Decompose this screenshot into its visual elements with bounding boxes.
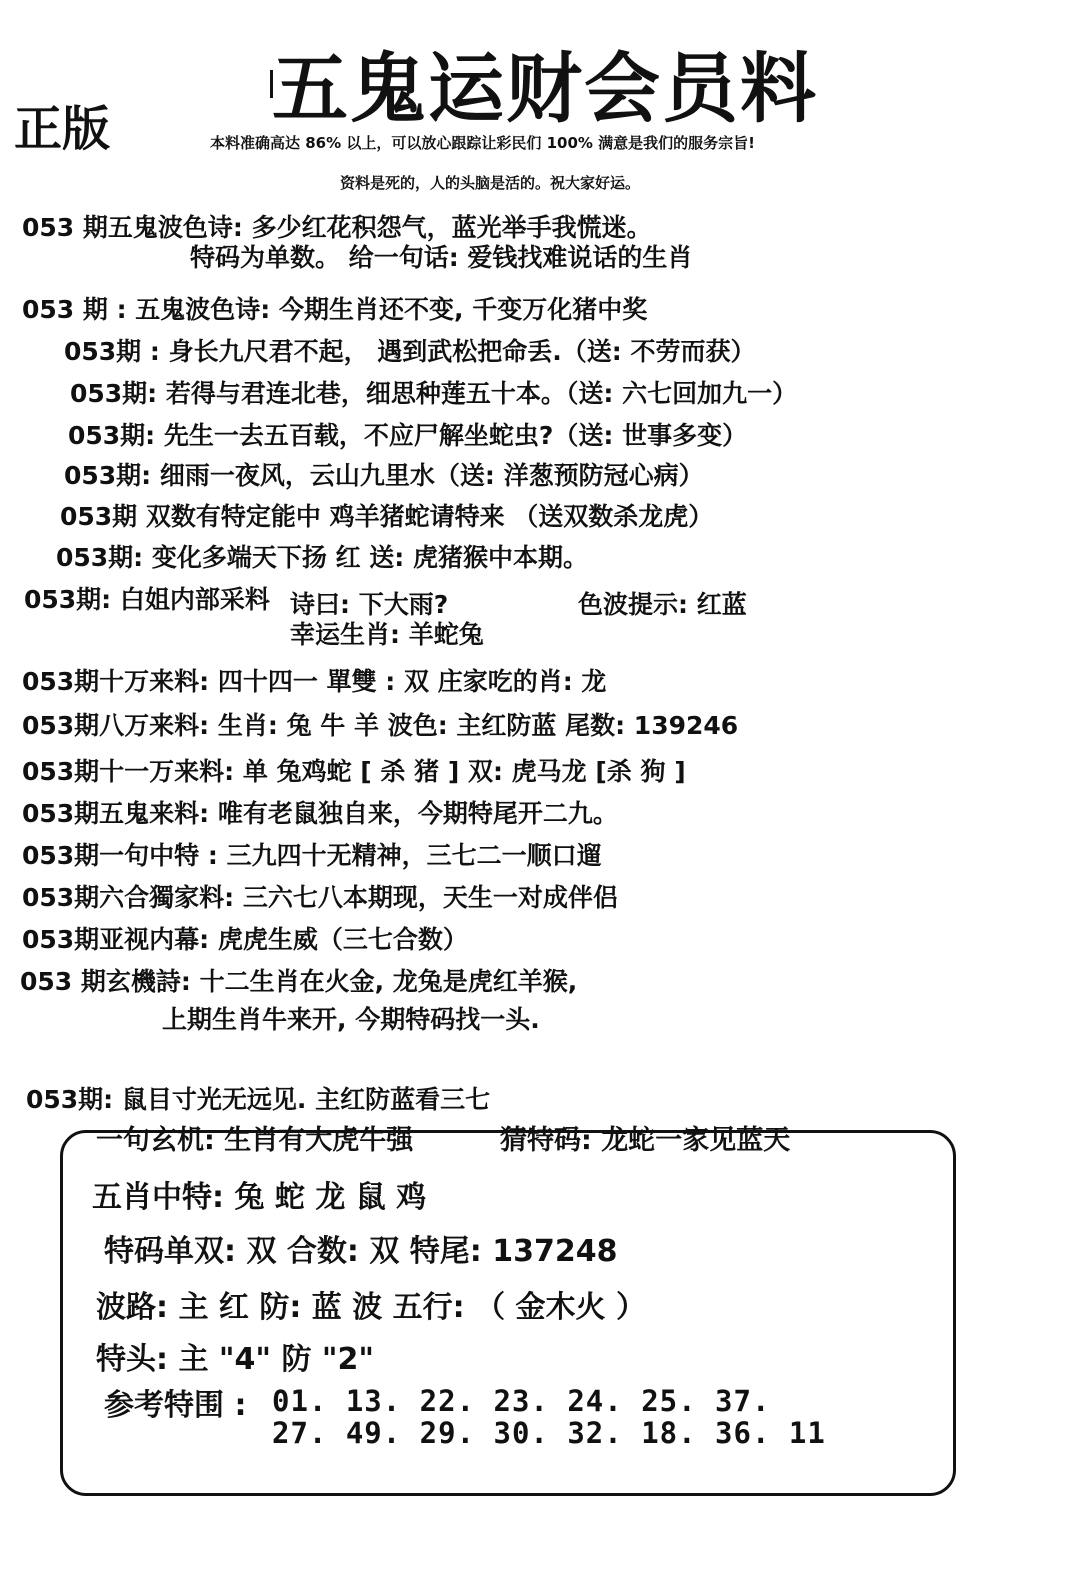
line-wugui-lailiao: 053期五鬼来料: 唯有老鼠独自来，今期特尾开二九。 (22, 799, 618, 828)
line-shiyiwan: 053期十一万来料: 单 兔鸡蛇 [ 杀 猪 ] 双: 虎马龙 [杀 狗 ] (22, 757, 686, 786)
box-tetou: 特头: 主 "4" 防 "2" (96, 1342, 375, 1377)
line-yiju-zhongte: 053期一句中特 : 三九四十无精神，三七二一顺口遛 (22, 841, 602, 870)
line-xuanji-poem: 053 期玄機詩: 十二生肖在火金, 龙兔是虎红羊猴, (20, 967, 578, 996)
line-xingyun-shengxiao: 幸运生肖: 羊蛇兔 (290, 620, 484, 649)
line-yashi-neimu: 053期亚视内幕: 虎虎生威（三七合数） (22, 925, 468, 954)
line-shiwan: 053期十万来料: 四十四一 單雙 : 双 庄家吃的肖: 龙 (22, 667, 607, 696)
line-shiyue: 诗曰: 下大雨? (290, 590, 449, 619)
box-cankao-label: 参考特围 : (104, 1388, 247, 1423)
tagline-accuracy: 本料准确高达 86% 以上，可以放心跟踪让彩民们 100% 满意是我们的服务宗旨! (210, 134, 755, 152)
line-bianhua: 053期: 变化多端天下扬 红 送: 虎猪猴中本期。 (56, 543, 588, 572)
line-liuhe-dujia: 053期六合獨家料: 三六七八本期现，天生一对成伴侣 (22, 883, 618, 912)
line-shangqi: 上期生肖牛来开, 今期特码找一头. (162, 1005, 540, 1034)
box-nums-row2: 27. 49. 29. 30. 32. 18. 36. 11 (272, 1416, 826, 1450)
line-sebo-tishi: 色波提示: 红蓝 (578, 590, 747, 619)
genuine-badge: 正版 (14, 101, 111, 157)
line-ruode: 053期: 若得与君连北巷，细思种莲五十本。（送: 六七回加九一） (70, 379, 798, 408)
line-bose-poem-2: 053 期 : 五鬼波色诗: 今期生肖还不变, 千变万化猪中奖 (22, 295, 648, 324)
line-shenchang: 053期 : 身长九尺君不起， 遇到武松把命丢.（送: 不劳而获） (64, 337, 756, 366)
line-baijie: 053期: 白姐内部采料 (24, 585, 270, 614)
line-wuguibose-poem: 053 期五鬼波色诗: 多少红花积怨气，蓝光举手我慌迷。 (22, 213, 652, 242)
box-danshuang: 特码单双: 双 合数: 双 特尾: 137248 (104, 1234, 618, 1269)
box-bolu: 波路: 主 红 防: 蓝 波 五行: （ 金木火 ） (96, 1290, 646, 1325)
box-xuanji: 一句玄机: 生肖有大虎牛强 (96, 1125, 414, 1156)
line-bawan: 053期八万来料: 生肖: 兔 牛 羊 波色: 主红防蓝 尾数: 139246 (22, 711, 739, 740)
box-caitema: 猜特码: 龙蛇一家见蓝天 (500, 1125, 791, 1156)
line-tema-danshu: 特码为单数。 给一句话: 爱钱找难说话的生肖 (190, 243, 693, 272)
page-title: 五鬼运财会员料 (272, 44, 818, 133)
line-shuangshu: 053期 双数有特定能中 鸡羊猪蛇请特来 （送双数杀龙虎） (60, 502, 714, 531)
line-xiyu: 053期: 细雨一夜风，云山九里水（送: 洋葱预防冠心病） (64, 461, 704, 490)
line-shumu: 053期: 鼠目寸光无远见. 主红防蓝看三七 (26, 1085, 491, 1114)
box-nums-row1: 01. 13. 22. 23. 24. 25. 37. (272, 1384, 771, 1418)
box-wuxiao: 五肖中特: 兔 蛇 龙 鼠 鸡 (92, 1180, 427, 1215)
tagline-luck: 资料是死的，人的头脑是活的。祝大家好运。 (340, 174, 641, 192)
line-xiansheng: 053期: 先生一去五百载，不应尸解坐蛇虫?（送: 世事多变） (68, 421, 748, 450)
